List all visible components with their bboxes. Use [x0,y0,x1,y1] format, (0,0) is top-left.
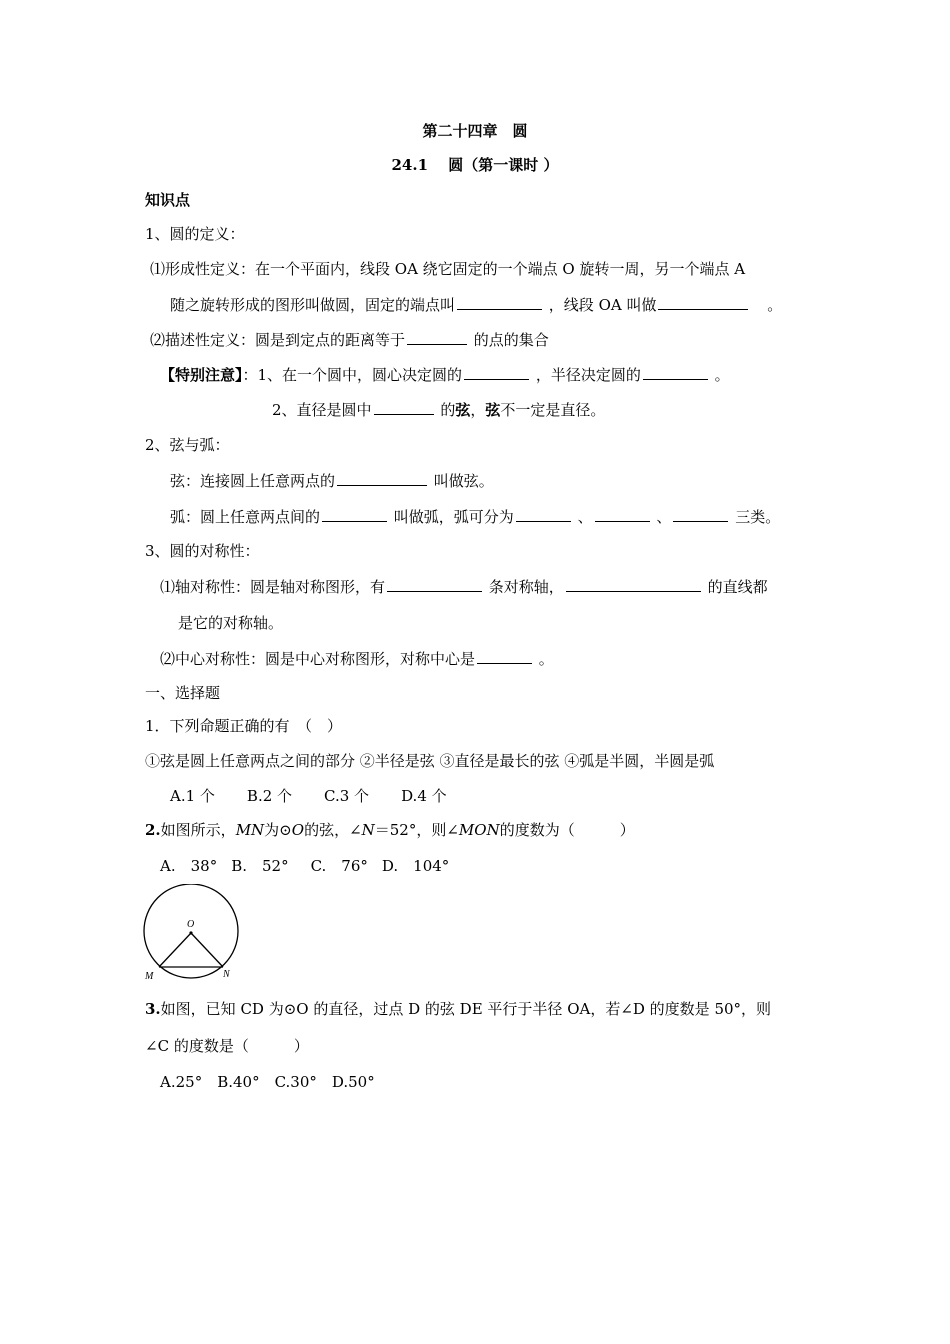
text: 如图，已知 CD 为⊙O 的直径，过点 D 的弦 DE 平行于半径 OA，若∠D 的度数是 50°，则 [160,1000,772,1018]
blank-radius[interactable] [658,295,748,310]
blank-line-through[interactable] [566,577,701,592]
text: 随之旋转形成的图形叫做圆，固定的端点叫 [170,296,456,314]
option-c[interactable]: C.3 个 [324,787,370,805]
blank-part[interactable] [322,507,387,522]
text: 2. [145,821,161,839]
text: 。 [767,296,783,314]
blank-arc-type-3[interactable] [673,507,728,522]
option-c[interactable]: C. 76° [310,857,368,875]
circle-o [144,884,238,978]
special-note-1 [160,365,730,385]
note-label: 【特别注意】 [160,366,243,384]
text: 的直线都 [707,578,768,596]
arc-definition [170,507,780,527]
text: 三类。 [735,508,781,526]
central-symmetry [160,649,554,669]
blank-center-point[interactable] [477,649,532,664]
blank-axis-count[interactable] [387,577,482,592]
option-a[interactable]: A. 38° [160,857,218,875]
definition-1-line1: ⑴形成性定义：在一个平面内，线段 OA 绕它固定的一个端点 O 旋转一周，另一个端点 A [150,260,746,278]
blank-arc-type-2[interactable] [595,507,650,522]
axial-symmetry-line1 [160,577,768,597]
text: ＝52°，则∠ [374,821,459,839]
text: 为⊙ [264,821,292,839]
text: O [291,821,305,839]
question-3-line1 [145,999,771,1019]
text: 条对称轴， [488,578,564,596]
text: 的弦，∠ [304,821,362,839]
section2-heading: 2、弦与弧： [145,436,230,454]
question-3-line2: ∠C 的度数是（ ） [145,1037,309,1055]
question-1-options [170,786,447,806]
definition-2 [150,330,549,350]
text: ，半径决定圆的 [535,366,641,384]
text: ⑵描述性定义：圆是到定点的距离等于 [150,331,406,349]
chapter-title: 第二十四章 圆 [422,122,528,140]
text: ， [470,401,486,419]
section3-heading: 3、圆的对称性： [145,542,260,560]
label-n: N [223,969,230,980]
text: 弦 [485,401,501,419]
question-1-statements: ①弦是圆上任意两点之间的部分 ②半径是弦 ③直径是最长的弦 ④弧是半圆，半圆是弧 [145,752,715,770]
special-note-2 [272,400,605,420]
text: 3. [145,1000,161,1018]
axial-symmetry-line2: 是它的对称轴。 [178,614,284,632]
blank-position[interactable] [464,365,529,380]
blank-center[interactable] [457,295,542,310]
text: 弦：连接圆上任意两点的 [170,472,336,490]
choice-heading: 一、选择题 [145,684,221,702]
text: 叫做弧，弧可分为 [393,508,514,526]
option-d[interactable]: D.4 个 [401,787,447,805]
text: 。 [538,650,554,668]
text: 、 [577,508,593,526]
blank-arc-type-1[interactable] [516,507,571,522]
question-2-options [160,856,449,876]
text: ⑴轴对称性：圆是轴对称图形，有 [160,578,386,596]
text: 的点的集合 [473,331,549,349]
option-b[interactable]: B. 52° [231,857,289,875]
text: N [361,821,375,839]
center-point [189,931,192,934]
radius-om [159,933,191,967]
lesson-title: 24.1 圆（第一课时 ） [391,156,559,174]
text: ：1、在一个圆中，圆心决定圆的 [242,366,463,384]
text: 不一定是直径。 [500,401,606,419]
text: 的 [440,401,456,419]
radius-on [191,933,223,967]
question-2-stem [145,820,635,840]
blank-longest[interactable] [374,400,434,415]
text: 2、直径是圆中 [272,401,372,419]
circle-figure [138,884,244,984]
text: 弧：圆上任意两点间的 [170,508,321,526]
definition-1-line2 [170,295,782,315]
label-o: O [187,919,195,930]
text: 弦 [455,401,471,419]
text: 、 [656,508,672,526]
question-1-stem: 1．下列命题正确的有 （ ） [145,717,343,735]
section1-heading: 1、圆的定义： [145,225,245,243]
text: 的度数为（ ） [499,821,635,839]
option-b[interactable]: B.2 个 [246,787,293,805]
option-d[interactable]: D. 104° [381,857,450,875]
text: 如图所示， [160,821,236,839]
label-m: M [145,971,154,982]
blank-distance[interactable] [407,330,467,345]
text: MN [235,821,265,839]
knowledge-heading: 知识点 [145,191,191,209]
text: MON [458,821,500,839]
chord-definition [170,471,494,491]
text: ，线段 OA 叫做 [548,296,657,314]
blank-size[interactable] [643,365,708,380]
text: 。 [714,366,730,384]
text: ⑵中心对称性：圆是中心对称图形，对称中心是 [160,650,476,668]
blank-segment[interactable] [337,471,427,486]
text: 叫做弦。 [433,472,494,490]
question-3-options[interactable]: A.25° B.40° C.30° D.50° [160,1073,375,1091]
option-a[interactable]: A.1 个 [170,787,215,805]
